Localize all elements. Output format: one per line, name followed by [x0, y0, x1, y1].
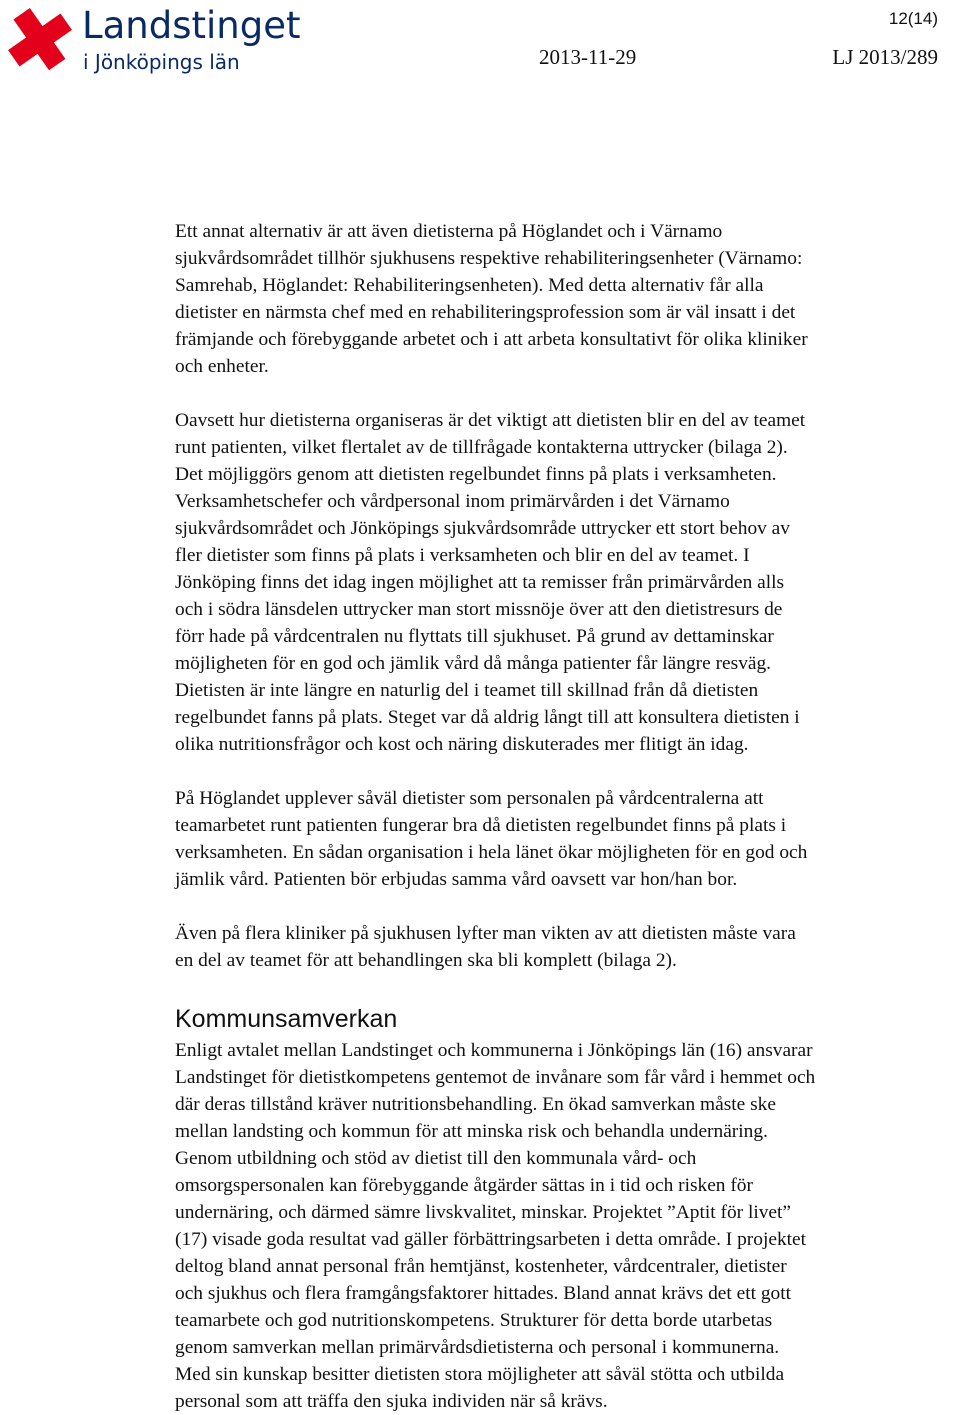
text-line: mellan landsting och kommun för att minska risk och behandla undernäring. [175, 1121, 768, 1142]
document-date: 2013-11-29 [539, 45, 637, 69]
text-line: Jönköping finns det idag ingen möjlighet att ta remisser från primärvården alls [175, 572, 785, 593]
text-line: sjukvårdsområdet och Jönköpings sjukvårdsområde uttrycker ett stort behov av [175, 518, 790, 539]
text-line: dietister en närmsta chef med en rehabiliteringsprofession som är väl insatt i det [175, 302, 796, 323]
text-line: runt patienten, vilket flertalet av de tillfrågade kontakterna uttrycker (bilaga 2). [175, 437, 788, 458]
text-line: Enligt avtalet mellan Landstinget och kommunerna i Jönköpings län (16) ansvarar [175, 1040, 813, 1061]
text-line: och enheter. [175, 356, 269, 377]
text-line: främjande och förebyggande arbetet och i att arbeta konsultativt för olika kliniker [175, 329, 808, 350]
text-line: olika nutritionsfrågor och kost och näring diskuterades mer flitigt än idag. [175, 734, 749, 755]
text-line: Även på flera kliniker på sjukhusen lyfter man vikten av att dietisten måste vara [175, 923, 796, 944]
text-line: Samrehab, Höglandet: Rehabiliteringsenheten). Med detta alternativ får alla [175, 275, 764, 296]
text-line: en del av teamet för att behandlingen ska bli komplett (bilaga 2). [175, 950, 677, 971]
landstinget-logo [2, 2, 322, 76]
logo-subtitle: i Jönköpings län [83, 50, 240, 74]
text-line: omsorgspersonalen kan förebyggande åtgärder sättas in i tid och risken för [175, 1175, 753, 1196]
text-line: teamarbete och god nutritionskompetens. Strukturer för detta borde utarbetas [175, 1310, 773, 1331]
document-reference: LJ 2013/289 [832, 45, 938, 69]
text-line: undernäring, och därmed sämre livskvalitet, minskar. Projektet ”Aptit för livet” [175, 1202, 792, 1223]
text-line: jämlik vård. Patienten bör erbjudas samma vård oavsett var hon/han bor. [175, 869, 738, 890]
document-body [175, 218, 960, 1415]
text-line: Med sin kunskap besitter dietisten stora möjligheter att såväl stötta och utbilda [175, 1364, 785, 1385]
text-line: Verksamhetschefer och vårdpersonal inom primärvården i det Värnamo [175, 491, 730, 512]
page-header [0, 0, 960, 90]
text-line: genom samverkan mellan primärvårdsdietisterna och personal i kommunerna. [175, 1337, 780, 1358]
text-line: och i södra länsdelen uttrycker man stort missnöje över att den dietistresurs de [175, 599, 783, 620]
text-line: sjukvårdsområdet tillhör sjukhusens respektive rehabiliteringsenheter (Värnamo: [175, 248, 803, 269]
text-line: möjligheten för en god och jämlik vård då många patienter får längre resväg. [175, 653, 772, 674]
text-line: Dietisten är inte längre en naturlig del i teamet till skillnad från då dietisten [175, 680, 759, 701]
text-line: Genom utbildning och stöd av dietist till den kommunala vård- och [175, 1148, 697, 1169]
text-line: Det möjliggörs genom att dietisten regelbundet finns på plats i verksamheten. [175, 464, 777, 485]
text-line: regelbundet fanns på plats. Steget var då aldrig långt till att konsultera dietisten i [175, 707, 800, 728]
logo-title: Landstinget [82, 4, 301, 47]
red-cross-icon [2, 2, 80, 76]
text-line: förr hade på vårdcentralen nu flyttats till sjukhuset. På grund av dettaminskar [175, 626, 774, 647]
section-heading: Kommunsamverkan [175, 1005, 398, 1033]
text-line: Oavsett hur dietisterna organiseras är det viktigt att dietisten blir en del av teamet [175, 410, 806, 431]
text-line: (17) visade goda resultat vad gäller förbättringsarbeten i detta område. I projektet [175, 1229, 807, 1250]
text-line: verksamheten. En sådan organisation i hela länet ökar möjligheten för en god och [175, 842, 808, 863]
text-line: och sjukhus och flera framgångsfaktorer hittades. Bland annat krävs det ett gott [175, 1283, 792, 1304]
paragraph-kommunsamverkan [175, 1037, 960, 1415]
paragraph-hoglandet [175, 785, 960, 893]
page-number: 12(14) [888, 9, 938, 28]
text-line: På Höglandet upplever såväl dietister som personalen på vårdcentralerna att [175, 788, 764, 809]
paragraph-clinics [175, 920, 960, 974]
paragraph-alternative [175, 218, 960, 380]
text-line: teamarbetet runt patienten fungerar bra då dietisten regelbundet finns på plats i [175, 815, 787, 836]
text-line: Landstinget för dietistkompetens gentemot de invånare som får vård i hemmet och [175, 1067, 816, 1088]
text-line: Ett annat alternativ är att även dietisterna på Höglandet och i Värnamo [175, 221, 723, 242]
text-line: deltog bland annat personal från hemtjänst, kostenheter, vårdcentraler, dietister [175, 1256, 787, 1277]
text-line: fler dietister som finns på plats i verksamheten och blir en del av teamet. I [175, 545, 750, 566]
text-line: personal som att träffa den sjuka individen när så krävs. [175, 1391, 608, 1412]
paragraph-team [175, 407, 960, 758]
text-line: där deras tillstånd kräver nutritionsbehandling. En ökad samverkan måste ske [175, 1094, 776, 1115]
